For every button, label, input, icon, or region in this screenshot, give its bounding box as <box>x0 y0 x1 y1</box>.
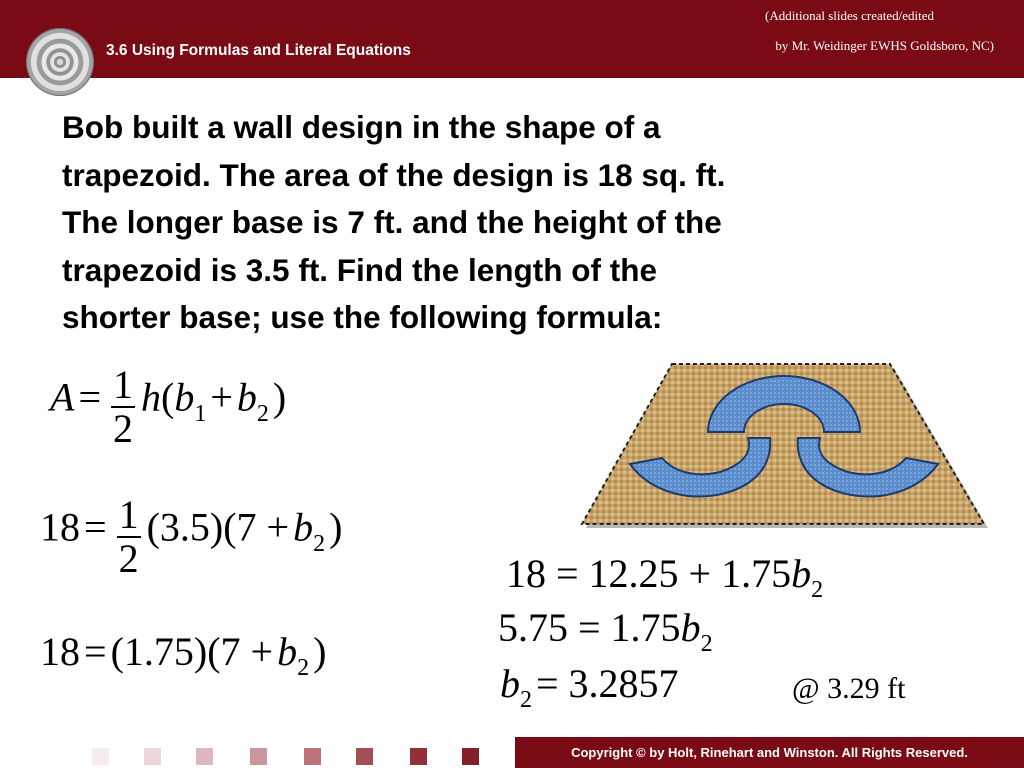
problem-line: The longer base is 7 ft. and the height of the <box>62 204 722 240</box>
one-half-fraction <box>117 494 141 580</box>
lhs-value: 18 <box>40 504 80 550</box>
denominator: 2 <box>113 406 133 451</box>
target-logo-icon <box>26 28 94 96</box>
slide-section-title: 3.6 Using Formulas and Literal Equations <box>106 42 411 59</box>
subtract-step <box>498 604 713 657</box>
base2-variable: b <box>236 374 257 420</box>
distribute-step <box>506 550 824 603</box>
equals-sign: = <box>84 504 107 550</box>
base1-variable: b <box>174 374 195 420</box>
credit-line-2: by Mr. Weidinger EWHS Goldsboro, NC) <box>775 38 994 53</box>
footer-square <box>410 748 427 765</box>
numerator: 1 <box>113 362 133 407</box>
one-half-fraction <box>111 364 135 450</box>
plus-sign: + <box>210 374 233 420</box>
subscript: 2 <box>297 655 310 681</box>
subscript: 2 <box>520 687 532 713</box>
approx-symbol: @ <box>792 672 820 705</box>
area-variable: A <box>50 374 75 420</box>
trapezoid-wall-design-image <box>578 360 990 530</box>
footer-square <box>462 748 479 765</box>
problem-line: Bob built a wall design in the shape of a <box>62 109 661 145</box>
expression: 18 = 12.25 + 1.75 <box>506 551 792 596</box>
base2-variable: b <box>277 629 298 674</box>
simplify-step <box>40 628 327 681</box>
subscript: 2 <box>811 577 824 603</box>
denominator: 2 <box>118 536 139 581</box>
expression: (3.5)(7 + <box>146 504 290 550</box>
problem-line: trapezoid is 3.5 ft. Find the length of the <box>62 251 658 288</box>
copyright-footer: Copyright © by Holt, Rinehart and Winston. All Rights Reserved. <box>515 737 1024 768</box>
subscript: 1 <box>194 400 207 427</box>
close-paren: ) <box>313 629 327 674</box>
footer-square <box>144 748 161 765</box>
footer-square <box>250 748 267 765</box>
subscript: 2 <box>313 530 326 557</box>
problem-line: trapezoid. The area of the design is 18 sq. ft. <box>62 156 726 193</box>
equals-sign: = <box>78 374 101 420</box>
base2-variable: b <box>680 605 701 650</box>
subscript: 2 <box>256 400 269 427</box>
base2-variable: b <box>791 551 812 596</box>
trapezoid-area-formula <box>50 364 286 450</box>
close-paren: ) <box>329 504 343 550</box>
close-paren: ) <box>272 374 287 420</box>
footer-square <box>196 748 213 765</box>
subscript: 2 <box>700 631 713 657</box>
credit-line-1: (Additional slides created/edited <box>765 8 934 23</box>
footer-square <box>356 748 373 765</box>
lhs-value: 18 <box>40 629 80 674</box>
base2-variable: b <box>500 661 520 706</box>
equals-sign: = <box>84 629 107 674</box>
solution-step <box>500 660 679 713</box>
approximate-answer <box>792 672 905 706</box>
solution-value: = 3.2857 <box>536 661 679 706</box>
height-variable: h <box>141 374 161 420</box>
approx-value: 3.29 ft <box>827 672 906 705</box>
open-paren: ( <box>161 374 175 420</box>
footer-square <box>304 748 321 765</box>
numerator: 1 <box>118 492 139 537</box>
substitution-step <box>40 494 342 580</box>
expression: 5.75 = 1.75 <box>498 605 681 650</box>
problem-statement <box>62 104 962 342</box>
expression: (1.75)(7 + <box>110 629 274 674</box>
problem-line: shorter base; use the following formula: <box>62 299 663 335</box>
base2-variable: b <box>293 504 314 550</box>
footer-square <box>92 748 109 765</box>
